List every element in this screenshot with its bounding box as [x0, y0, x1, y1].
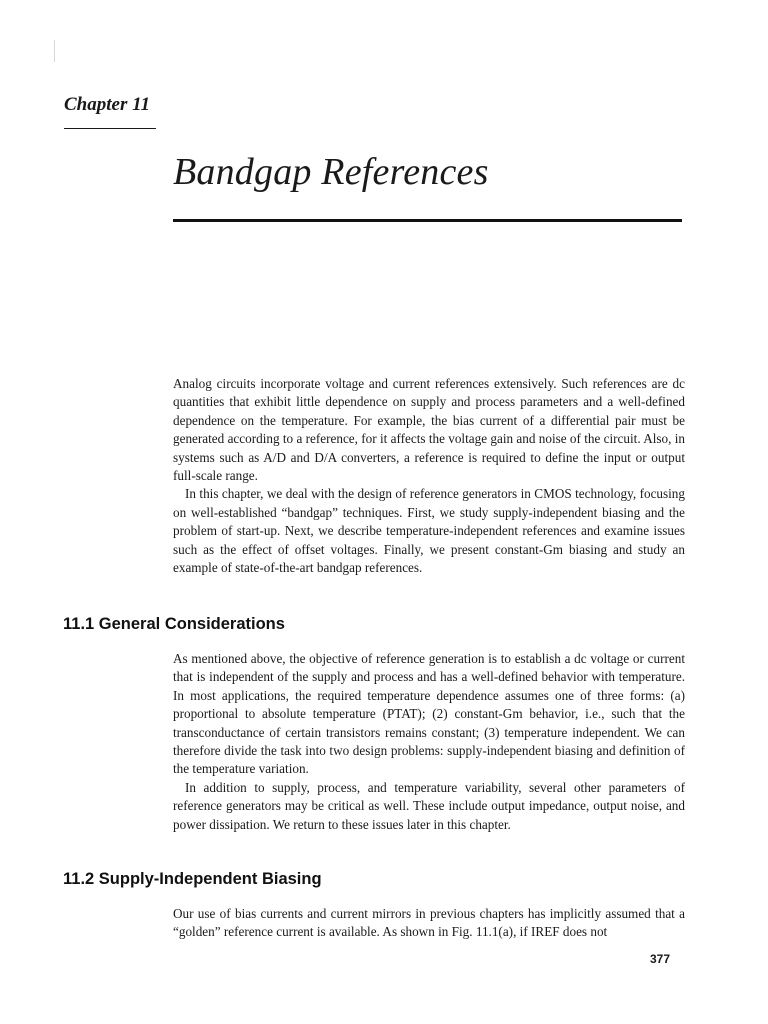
section-2-text — [173, 905, 685, 942]
section-1-paragraph-2: In addition to supply, process, and temperature variability, several other parameters of reference generators may be critical as well. These include output impedance, output noise, and power dissipation. We return to these issues later in this chapter. — [173, 779, 685, 832]
section-1-text — [173, 650, 685, 834]
section-heading-supply-independent-biasing: 11.2 Supply-Independent Biasing — [63, 870, 322, 888]
section-1-paragraph-1: As mentioned above, the objective of reference generation is to establish a dc voltage or current that is independent of the supply and process and has a well-defined behavior with temperature. In most applications, the required temperature dependence assumes one of three forms: (a) proportional to absolute temperature (PTAT); (2) constant-Gm behavior, i.e., such that the transconductance of certain transistors remains constant; (3) temperature independent. We can therefore divide the task into two design problems: supply-independent biasing and definition of the temperature variation. — [173, 651, 685, 777]
chapter-label-rule — [64, 128, 156, 129]
chapter-label: Chapter 11 — [64, 94, 151, 115]
intro-paragraph-1: Analog circuits incorporate voltage and current references extensively. Such references are dc quantities that exhibit little dependence on supply and process parameters and a well-defined dependence on the temperature. For example, the bias current of a differential pair must be generated according to a reference, for it affects the voltage gain and noise of the circuit. Also, in systems such as A/D and D/A converters, a reference is required to define the input or output full-scale range. — [173, 376, 685, 484]
intro-text — [173, 375, 685, 577]
chapter-title: Bandgap References — [173, 151, 489, 193]
page-number: 377 — [650, 952, 671, 966]
intro-paragraph-2: In this chapter, we deal with the design of reference generators in CMOS technology, focusing on well-established “bandgap” techniques. First, we study supply-independent biasing and the problem of start-up. Next, we describe temperature-independent references and examine issues such as the effect of offset voltages. Finally, we present constant-Gm biasing and study an example of state-of-the-art bandgap references. — [173, 486, 685, 576]
section-heading-general-considerations: 11.1 General Considerations — [63, 615, 285, 633]
chapter-title-rule — [173, 219, 682, 222]
section-2-paragraph-1: Our use of bias currents and current mirrors in previous chapters has implicitly assumed that a “golden” reference current is available. As shown in Fig. 11.1(a), if IREF does not — [173, 906, 685, 940]
scan-margin-mark — [54, 40, 55, 62]
